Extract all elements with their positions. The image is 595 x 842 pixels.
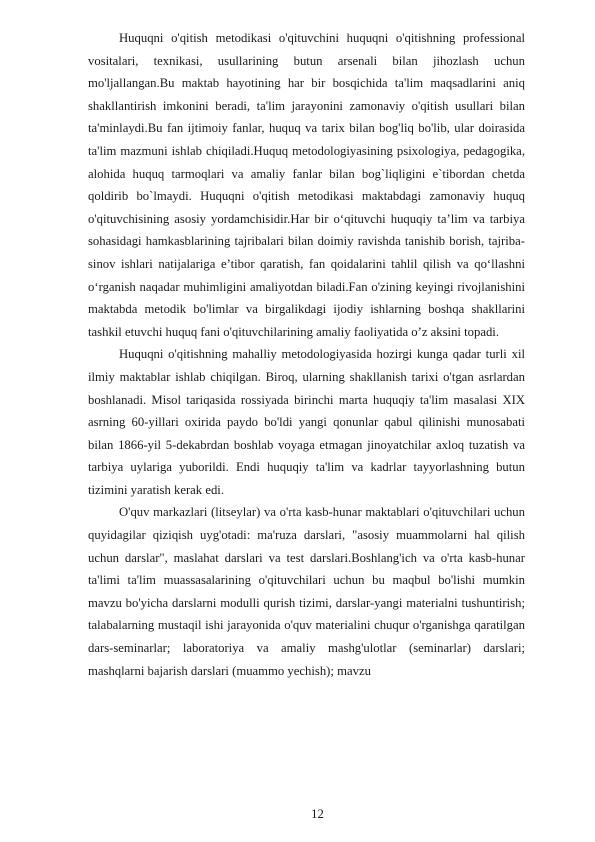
body-text [88, 27, 525, 682]
page-number: 12 [311, 807, 324, 821]
paragraph-2: Huquqni o'qitishning mahalliy metodologiyasida hozirgi kunga qadar turli xil ilmiy maktablar ishlab chiqilgan. Biroq, ularning shakllanish tarixi o'tgan asrlardan boshlanadi. Misol tariqasida rossiyada birinchi marta huquqiy ta'lim masalasi XIX asrning 60-yillari oxirida paydo bo'ldi yangi qonunlar qabul qilinishi munosabati bilan 1866-yil 5-dekabrdan boshlab voyaga etmagan jinoyatchilar axloq tuzatish va tarbiya uylariga yuborildi. Endi huquqiy ta'lim va kadrlar tayyorlashning butun tizimini yaratish kerak edi. [88, 347, 525, 497]
paragraph-1: Huquqni o'qitish metodikasi o'qituvchini huquqni o'qitishning professional vositalari, texnikasi, usullarining butun arsenali bilan jihozlash uchun mo'ljallangan.Bu maktab hayotining har bir bosqichida ta'lim maqsadlarini aniq shakllantirish imkonini beradi, ta'lim jarayonini zamonaviy o'qitish usullari bilan ta'minlaydi.Bu fan ijtimoiy fanlar, huquq va tarix bilan bog'liq bo'lib, ular doirasida ta'lim mazmuni ishlab chiqiladi.Huquq metodologiyasining psixologiya, pedagogika, alohida huquq tarmoqlari va amaliy fanlar bilan bog`liqligini e`tibordan chetda qoldirib bo`lmaydi. Huquqni o'qitish metodikasi maktabdagi zamonaviy huquq o'qituvchisining asosiy yordamchisidir.Har bir o‘qituvchi huquqiy ta’lim va tarbiya sohasidagi hamkasblarining tajribalari bilan doimiy ravishda tanishib borish, tajriba-sinov ishlari natijalariga e’tibor qaratish, fan qoidalarini tahlil qilish va qo‘llashni o‘rganish naqadar muhimligini amaliyotdan biladi.Fan o'zining keyingi rivojlanishini maktabda metodik bo'limlar va birgalikdagi ijodiy ishlarning boshqa shakllarini tashkil etuvchi huquq fani o'qituvchilarining amaliy faoliyatida o’z aksini topadi. [88, 31, 525, 339]
paragraph-3: O'quv markazlari (litseylar) va o'rta kasb-hunar maktablari o'qituvchilari uchun quyidagilar qiziqish uyg'otadi: ma'ruza darslari, "asosiy muammolarni hal qilish uchun darslar", maslahat darslari va test darslari.Boshlang'ich va o'rta kasb-hunar ta'limi ta'lim muassasalarining o'qituvchilari uchun bu maqbul bo'lishi mumkin mavzu bo'yicha darslarni modulli qurish tizimi, darslar-yangi materialni tushuntirish; talabalarning mustaqil ishi jarayonida o'quv materialini chuqur o'rganishga qaratilgan dars-seminarlar; laboratoriya va amaliy mashg'ulotlar (seminarlar) darslari; mashqlarni bajarish darslari (muammo yechish); mavzu [88, 505, 525, 678]
